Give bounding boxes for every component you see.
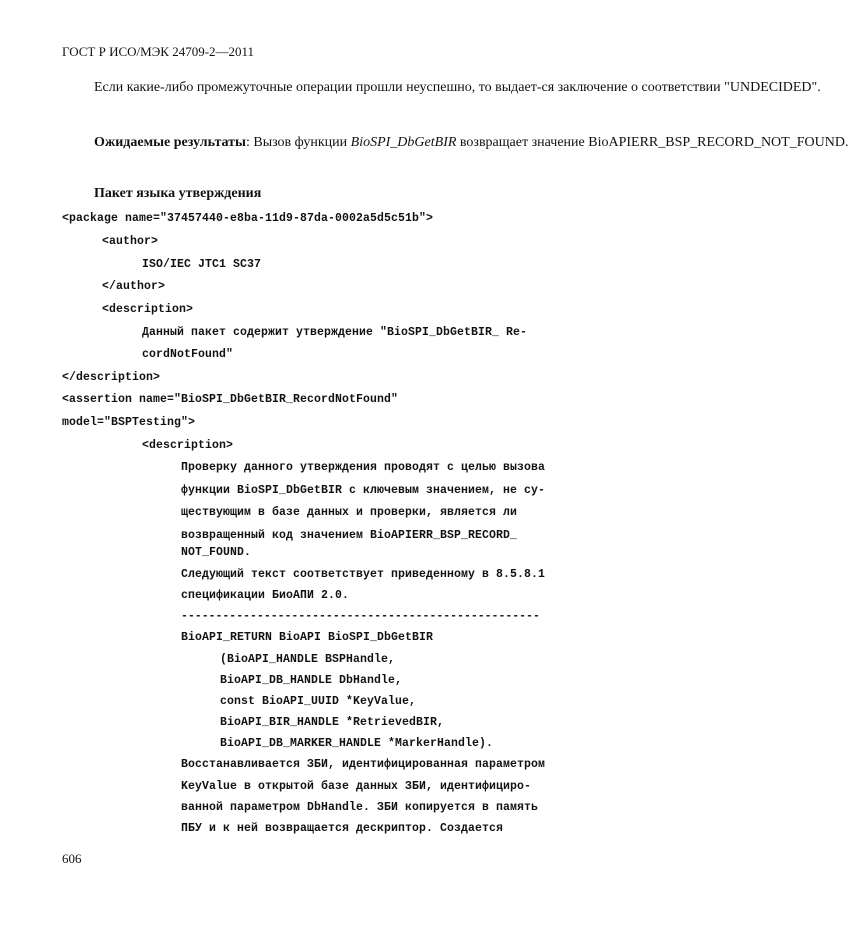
code-line: BioAPI_BIR_HANDLE *RetrievedBIR, (220, 716, 445, 729)
code-line: </author> (102, 280, 166, 293)
code-line: (BioAPI_HANDLE BSPHandle, (220, 653, 396, 666)
code-line: const BioAPI_UUID *KeyValue, (220, 695, 417, 708)
code-line: ществующим в базе данных и проверки, является ли (181, 506, 518, 519)
code-line: Восстанавливается ЗБИ, идентифицированная параметром (181, 758, 546, 771)
code-line: cordNotFound" (142, 348, 234, 361)
code-line: BioAPI_RETURN BioAPI BioSPI_DbGetBIR (181, 631, 434, 644)
page-number: 606 (62, 851, 82, 866)
code-separator: ---------------------------------------------------- (181, 610, 540, 623)
code-line: Следующий текст соответствует приведенному в 8.5.8.1 (181, 568, 546, 581)
function-name: BioSPI_DbGetBIR (350, 135, 457, 150)
code-line: <description> (102, 303, 194, 316)
paragraph-undecided: Если какие-либо промежуточные операции прошли неуспешно, то выдает-ся заключение о соответствии "UNDECIDED". (94, 80, 821, 95)
code-line: ванной параметром DbHandle. ЗБИ копируется в память (181, 801, 539, 814)
code-line: BioAPI_DB_MARKER_HANDLE *MarkerHandle). (220, 737, 494, 750)
code-line: </description> (62, 371, 161, 384)
code-line: спецификации БиоАПИ 2.0. (181, 589, 350, 602)
code-line: <description> (142, 439, 234, 452)
code-line: Данный пакет содержит утверждение "BioSPI_DbGetBIR_ Re- (142, 326, 528, 339)
code-line: model="BSPTesting"> (62, 416, 196, 429)
code-line: <author> (102, 235, 159, 248)
code-line: <assertion name="BioSPI_DbGetBIR_RecordNotFound" (62, 393, 399, 406)
code-line: Проверку данного утверждения проводят с целью вызова (181, 461, 546, 474)
expected-results-mid: : Вызов функции (245, 135, 351, 150)
code-line: функции BioSPI_DbGetBIR с ключевым значением, не су- (181, 484, 546, 497)
code-line: возвращенный код значением BioAPIERR_BSP_RECORD_ (181, 529, 518, 542)
code-line: <package name="37457440-e8ba-11d9-87da-0002a5d5c51b"> (62, 212, 434, 225)
code-line: KeyValue в открытой базе данных ЗБИ, идентифициро- (181, 780, 532, 793)
paragraph-expected-results (62, 131, 848, 155)
expected-results-rest: возвращает значение BioAPIERR_BSP_RECORD_NOT_FOUND. (456, 135, 848, 150)
code-line: BioAPI_DB_HANDLE DbHandle, (220, 674, 403, 687)
code-line: NOT_FOUND. (181, 546, 252, 559)
expected-results-label: Ожидаемые результаты (94, 135, 246, 150)
code-line: ISO/IEC JTC1 SC37 (142, 258, 262, 271)
code-line: ПБУ и к ней возвращается дескриптор. Создается (181, 822, 504, 835)
section-heading: Пакет языка утверждения (94, 186, 262, 201)
document-header: ГОСТ Р ИСО/МЭК 24709-2—2011 (62, 44, 255, 59)
